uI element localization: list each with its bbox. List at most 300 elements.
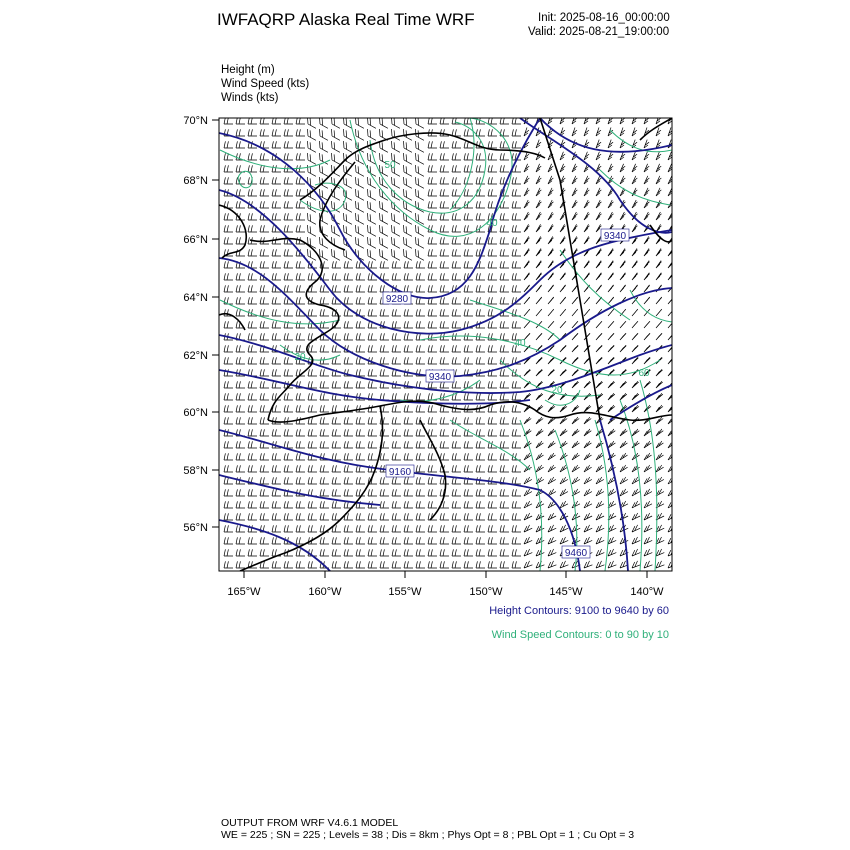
wind-barb — [464, 309, 473, 316]
wind-barb — [452, 237, 461, 244]
wind-barb — [668, 309, 674, 316]
wind-barb — [476, 561, 485, 568]
wind-barb — [260, 453, 269, 460]
wind-barb — [296, 441, 305, 448]
wind-barb — [572, 116, 577, 125]
wind-barb — [536, 188, 541, 196]
wind-barb — [500, 417, 509, 424]
wind-barb — [260, 537, 269, 544]
wind-barb — [320, 465, 329, 472]
wind-barb — [404, 333, 413, 340]
wind-barb — [512, 549, 521, 556]
wind-barb — [452, 165, 461, 172]
wind-barb — [440, 537, 449, 544]
wind-barb — [524, 501, 532, 508]
wind-barb — [548, 176, 553, 184]
wind-barb — [512, 273, 521, 280]
field-height-label: Height (m) — [221, 64, 275, 76]
wind-barb — [296, 321, 305, 328]
wind-barb — [560, 152, 565, 160]
wind-barb — [464, 453, 473, 460]
wind-barb — [644, 321, 650, 328]
wind-barb — [404, 513, 413, 520]
wind-barb — [464, 345, 473, 352]
wind-barb — [596, 188, 601, 196]
wind-barb — [440, 321, 449, 328]
wind-barb — [536, 309, 542, 316]
wind-barb — [308, 141, 316, 152]
wind-barb — [224, 285, 233, 292]
wind-barb — [404, 561, 413, 568]
wind-barb — [488, 381, 497, 388]
wind-barb — [380, 369, 389, 376]
wind-barb — [476, 549, 485, 556]
wind-barb — [320, 441, 329, 448]
wind-barb — [308, 429, 317, 436]
wind-barb — [476, 345, 485, 352]
wind-barb — [248, 165, 257, 172]
wind-barb — [620, 176, 625, 184]
wind-barb — [332, 429, 341, 436]
wind-barb — [308, 213, 316, 224]
wind-barb — [572, 224, 577, 232]
wind-barb — [260, 357, 269, 364]
wind-barb — [296, 273, 305, 280]
wind-barb — [464, 153, 473, 160]
wind-barb — [572, 200, 577, 208]
wind-barb — [620, 116, 625, 125]
wind-barb — [380, 249, 388, 260]
wind-barb — [368, 549, 377, 556]
wind-barb — [416, 441, 425, 448]
wind-contour-label: 20 — [294, 352, 306, 363]
wind-barb — [392, 453, 401, 460]
wind-barb — [284, 273, 293, 280]
wind-barb — [284, 129, 293, 136]
wind-barb — [440, 237, 449, 244]
wind-barb — [224, 177, 233, 184]
wind-barb — [500, 429, 509, 436]
wind-barb — [536, 429, 543, 436]
wind-barb — [584, 537, 592, 544]
wind-barb — [320, 141, 328, 152]
model-config-line: WE = 225 ; SN = 225 ; Levels = 38 ; Dis = 8km ; Phys Opt = 8 ; PBL Opt = 1 ; Cu Opt = 3 — [221, 829, 635, 841]
wind-barb — [476, 417, 485, 424]
wind-barb — [404, 429, 413, 436]
wind-barb — [536, 200, 541, 208]
wind-barb — [416, 237, 424, 248]
wind-barb — [404, 405, 413, 412]
wind-barb — [608, 249, 614, 257]
wind-barb — [656, 188, 661, 196]
wind-barb — [524, 273, 530, 280]
wind-barb — [632, 285, 638, 292]
wind-barb — [368, 213, 376, 224]
wind-barb — [644, 525, 652, 532]
wind-barb — [488, 453, 497, 460]
wind-barb — [392, 513, 401, 520]
wind-barb — [464, 393, 473, 400]
lon-tick-label: 165°W — [227, 586, 261, 598]
wind-barb — [428, 537, 437, 544]
wind-barb — [512, 261, 521, 268]
wind-barb — [332, 441, 341, 448]
wind-barb — [452, 453, 461, 460]
wind-barb — [644, 453, 652, 460]
wind-barb — [464, 261, 473, 268]
wind-barb — [452, 249, 461, 256]
wind-barb — [548, 357, 554, 364]
wind-barb — [608, 345, 614, 352]
wind-barb — [572, 297, 578, 304]
wind-barb — [452, 225, 461, 232]
wind-barb — [668, 188, 673, 196]
wind-barb — [560, 501, 568, 508]
wind-barb — [344, 129, 352, 140]
wind-barb — [308, 405, 317, 412]
wind-barb — [380, 537, 389, 544]
wind-barb — [308, 513, 317, 520]
wind-barb — [404, 237, 412, 248]
wind-barb — [452, 345, 461, 352]
wind-barb — [464, 189, 473, 196]
wind-barb — [260, 201, 269, 208]
wind-barb — [656, 489, 664, 496]
wind-barb — [296, 453, 305, 460]
wind-barb — [464, 465, 473, 472]
wind-barb — [500, 321, 509, 328]
wind-barb — [524, 212, 530, 220]
wind-barb — [248, 393, 257, 400]
wind-barb — [272, 357, 281, 364]
wind-barb — [524, 477, 532, 484]
wind-barb — [620, 285, 626, 292]
wind-barb — [584, 453, 592, 460]
wind-barb — [332, 381, 341, 388]
wind-barb — [356, 201, 364, 212]
wind-barb — [428, 189, 437, 196]
wind-barb — [644, 176, 649, 184]
wind-barb — [548, 477, 556, 484]
wind-barb — [440, 273, 449, 280]
wind-barb — [320, 357, 329, 364]
wind-barb — [296, 261, 305, 268]
wind-barb — [428, 489, 437, 496]
wind-barb — [440, 153, 449, 160]
wind-barb — [620, 261, 626, 268]
wind-barb — [464, 513, 473, 520]
wind-barb — [452, 261, 461, 268]
wind-barb — [224, 261, 233, 268]
wind-barb — [440, 525, 449, 532]
wind-barb — [224, 165, 233, 172]
wind-barb — [512, 393, 521, 400]
wind-barb — [536, 369, 543, 376]
wind-barb — [368, 441, 377, 448]
wind-barb — [332, 153, 340, 164]
wind-barb — [596, 381, 603, 388]
wind-barb — [392, 129, 400, 140]
wind-barb — [236, 345, 245, 352]
wind-barb — [344, 441, 353, 448]
wind-barb — [584, 236, 590, 244]
wind-barb — [404, 489, 413, 496]
wind-barb — [476, 309, 485, 316]
wind-barb — [356, 513, 365, 520]
wind-barb — [356, 321, 365, 328]
wind-barb — [596, 285, 602, 292]
wind-barb — [500, 213, 509, 220]
wind-barb — [608, 429, 615, 436]
wind-barb — [272, 537, 281, 544]
wind-barb — [416, 189, 424, 200]
wind-barb — [356, 237, 364, 248]
wind-barb — [404, 189, 412, 200]
wind-barb — [272, 465, 281, 472]
wind-barb — [428, 165, 437, 172]
wind-barb — [308, 369, 317, 376]
wind-barb — [248, 285, 257, 292]
wind-barb — [380, 429, 389, 436]
wind-barb — [344, 549, 353, 556]
wind-barb — [500, 165, 509, 172]
wind-barb — [560, 429, 567, 436]
wind-barb — [236, 489, 245, 496]
field-winds-label: Winds (kts) — [221, 92, 279, 104]
field-wind-speed-label: Wind Speed (kts) — [221, 78, 310, 90]
wind-barb — [656, 297, 662, 304]
wind-barb — [464, 489, 473, 496]
wind-barb — [644, 188, 649, 196]
wind-barb — [260, 297, 269, 304]
wind-barb — [596, 273, 602, 280]
wind-contour-label: 40 — [486, 218, 498, 229]
wind-barb — [224, 465, 233, 472]
wind-barb — [560, 164, 565, 172]
wind-barb — [620, 537, 628, 544]
wind-barb — [584, 381, 591, 388]
wind-barb — [284, 285, 293, 292]
wind-barb — [428, 273, 437, 280]
wind-barb — [656, 152, 661, 160]
wind-barb — [392, 441, 401, 448]
wind-barb — [584, 116, 589, 125]
wind-barb — [320, 345, 329, 352]
wind-barb — [224, 417, 233, 424]
wind-barb — [560, 309, 566, 316]
wind-barb — [368, 345, 377, 352]
wind-barb — [464, 213, 473, 220]
wind-barb — [404, 153, 412, 164]
wind-barb — [536, 249, 542, 257]
wind-barb — [656, 164, 661, 172]
wind-barb — [488, 417, 497, 424]
wind-barb — [500, 225, 509, 232]
wind-barb — [308, 525, 317, 532]
wind-barb — [248, 129, 257, 136]
lat-tick-label: 66°N — [183, 234, 208, 246]
wind-barb — [248, 297, 257, 304]
wind-barb — [548, 200, 553, 208]
wind-barb — [224, 441, 233, 448]
wind-barb — [392, 417, 401, 424]
wind-barb — [404, 477, 413, 484]
wind-barb — [572, 345, 578, 352]
wind-barb — [368, 417, 377, 424]
wind-barb — [524, 369, 531, 376]
wind-barb — [368, 537, 377, 544]
wind-barb — [668, 393, 675, 400]
wind-barb — [224, 525, 233, 532]
wind-barb — [392, 117, 400, 128]
wind-barb — [548, 405, 555, 412]
wind-barb — [524, 525, 532, 532]
wind-barb — [404, 117, 412, 128]
wind-barb — [608, 405, 615, 412]
wind-barb — [536, 333, 542, 340]
wind-barb — [500, 153, 509, 160]
wind-barb — [320, 417, 329, 424]
wind-barb — [476, 453, 485, 460]
wind-barb — [404, 225, 412, 236]
wind-barb — [296, 225, 305, 232]
wind-barb — [596, 333, 602, 340]
wind-barb — [320, 165, 328, 176]
wind-barb — [476, 429, 485, 436]
wind-barb — [572, 441, 579, 448]
wind-barb — [524, 309, 530, 316]
wind-barb — [380, 549, 389, 556]
wind-barb — [260, 405, 269, 412]
wind-barb — [416, 453, 425, 460]
wind-barb — [596, 140, 601, 148]
wind-barb — [428, 249, 437, 256]
wind-barb — [308, 501, 317, 508]
wind-barb — [584, 417, 591, 424]
wind-barb — [428, 309, 437, 316]
wind-barb — [332, 357, 341, 364]
wind-barb — [440, 561, 449, 568]
wind-barb — [368, 261, 377, 268]
wind-barb — [488, 525, 497, 532]
wind-barb — [224, 405, 233, 412]
wind-barb — [560, 525, 568, 532]
wind-barb — [572, 369, 579, 376]
wind-barb — [644, 285, 650, 292]
wind-barb — [512, 381, 521, 388]
wind-barb — [632, 537, 640, 544]
wind-barb — [332, 561, 341, 568]
wind-barb — [332, 333, 341, 340]
wind-barb — [320, 129, 328, 140]
wind-barb — [572, 429, 579, 436]
wind-barb — [596, 321, 602, 328]
wind-barb — [416, 357, 425, 364]
wind-barb — [632, 128, 637, 137]
wind-barb — [404, 249, 412, 260]
wind-barb — [428, 561, 437, 568]
wind-barb — [440, 549, 449, 556]
wind-barb — [428, 525, 437, 532]
wind-barb — [632, 381, 639, 388]
wind-barb — [488, 201, 497, 208]
wind-barb — [644, 381, 651, 388]
wind-barb — [608, 261, 614, 268]
wind-barb — [572, 212, 578, 220]
wind-barb — [524, 176, 529, 184]
wind-barb — [560, 405, 567, 412]
wind-barb — [392, 501, 401, 508]
wind-barb — [512, 177, 521, 184]
wind-barb — [284, 393, 293, 400]
wind-barb — [416, 273, 425, 280]
wind-barb — [428, 177, 437, 184]
wind-barb — [596, 212, 602, 220]
wind-contour-label: 60 — [638, 368, 650, 379]
wind-barb — [356, 285, 365, 292]
wind-barb — [500, 201, 509, 208]
wind-barb — [560, 116, 565, 125]
wind-barb — [644, 561, 652, 568]
wind-barb — [428, 141, 437, 148]
wind-barb — [548, 489, 556, 496]
wind-barb — [440, 345, 449, 352]
wind-contour-label: 50 — [384, 160, 396, 171]
wind-barb — [536, 261, 542, 268]
wind-barb — [524, 453, 532, 460]
wind-barb — [416, 141, 424, 152]
wind-barb — [512, 225, 521, 232]
wind-barb — [452, 129, 461, 136]
wind-barb — [416, 513, 425, 520]
wind-barb — [632, 393, 639, 400]
wind-barb — [512, 525, 521, 532]
wind-barb — [524, 164, 529, 172]
wind-barb — [284, 357, 293, 364]
wind-barb — [596, 465, 604, 472]
wind-barb — [656, 333, 662, 340]
wind-barb — [560, 285, 566, 292]
wind-barb — [356, 429, 365, 436]
wind-barb — [236, 393, 245, 400]
wind-barb — [620, 333, 626, 340]
wind-barb — [476, 525, 485, 532]
wind-barb — [320, 477, 329, 484]
wind-barb — [500, 453, 509, 460]
wind-barb — [416, 117, 424, 128]
wind-barb — [632, 261, 638, 268]
wind-barb — [560, 297, 566, 304]
wind-barb — [632, 164, 637, 172]
wind-barb — [428, 213, 437, 220]
wind-barb — [452, 441, 461, 448]
wind-barb — [260, 477, 269, 484]
wind-barb — [404, 141, 412, 152]
wind-barb — [380, 141, 388, 152]
wind-barb — [416, 477, 425, 484]
wind-barb — [380, 117, 388, 128]
wind-barb — [524, 297, 530, 304]
wind-barb — [284, 201, 293, 208]
wind-barb — [656, 381, 663, 388]
wind-barb — [380, 453, 389, 460]
wind-barb — [356, 525, 365, 532]
wind-barb — [488, 513, 497, 520]
wind-barb — [284, 309, 293, 316]
wind-barb — [356, 441, 365, 448]
wind-barb — [368, 309, 377, 316]
wind-barb — [260, 309, 269, 316]
